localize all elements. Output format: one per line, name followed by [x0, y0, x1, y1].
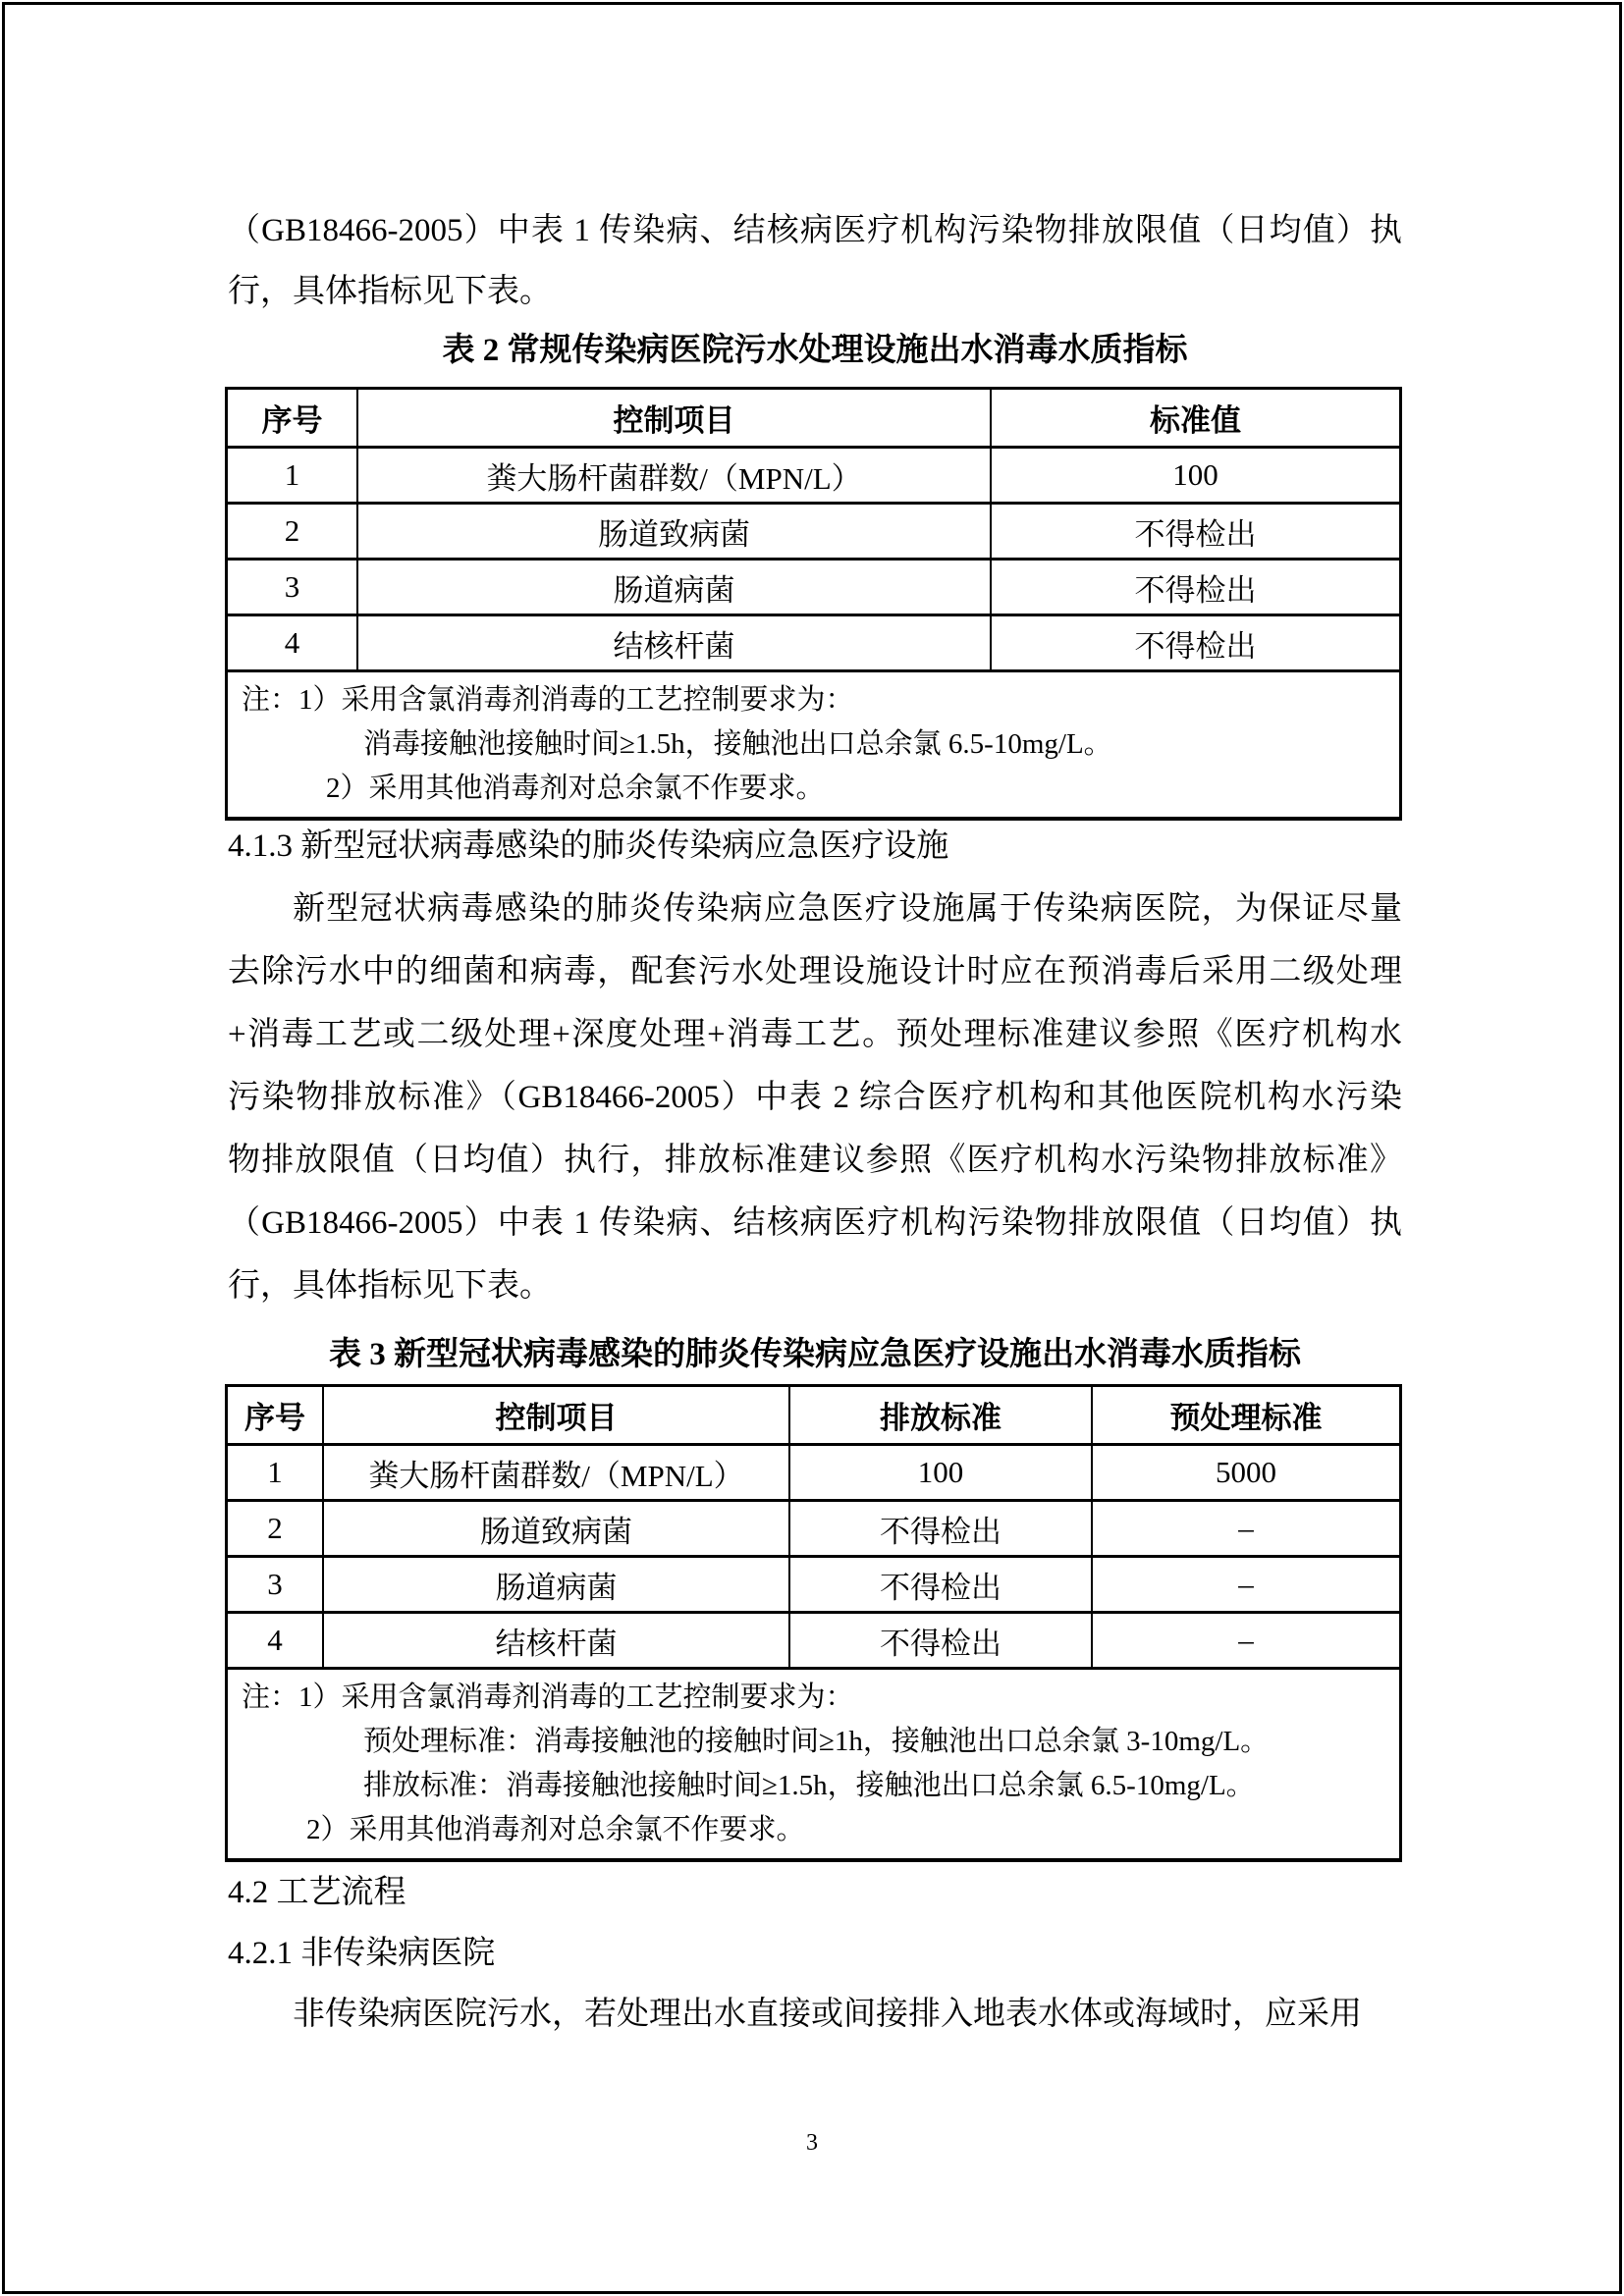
table3-row	[228, 1611, 1399, 1667]
table3-row	[228, 1443, 1399, 1499]
note-line: 注：1）采用含氯消毒剂消毒的工艺控制要求为：	[242, 1682, 854, 1713]
table2-cell: 100	[990, 449, 1399, 502]
table3-cell: 肠道病菌	[322, 1558, 788, 1611]
section-4-2-heading: 4.2 工艺流程	[228, 1875, 406, 1910]
page-number: 3	[806, 2130, 818, 2156]
paragraph-line: 去除污水中的细菌和病毒，配套污水处理设施设计时应在预消毒后采用二级处理	[228, 954, 1402, 989]
table3-note	[228, 1670, 1399, 1858]
table2-note	[228, 672, 1399, 817]
table2-row	[228, 502, 1399, 558]
table2-header-cell: 序号	[261, 403, 323, 438]
table3-cell: 5000	[1091, 1446, 1399, 1499]
table2-cell: 4	[284, 625, 300, 660]
section-4-1-3-heading: 4.1.3 新型冠状病毒感染的肺炎传染病应急医疗设施	[228, 828, 949, 864]
table3-cell: 100	[788, 1446, 1091, 1499]
note-line: 排放标准：消毒接触池接触时间≥1.5h，接触池出口总余氯 6.5-10mg/L。	[363, 1770, 1255, 1801]
table2-cell: 肠道病菌	[356, 561, 990, 614]
table2-cell: 不得检出	[990, 505, 1399, 558]
table2-title: 表 2 常规传染病医院污水处理设施出水消毒水质指标	[442, 333, 1188, 368]
paragraph-line: （GB18466-2005）中表 1 传染病、结核病医疗机构污染物排放限值（日均值）执	[228, 1205, 1402, 1241]
table3-cell: 结核杆菌	[322, 1614, 788, 1667]
table2-header-row	[228, 390, 1399, 446]
table2-row	[228, 614, 1399, 669]
table2-cell: 不得检出	[990, 561, 1399, 614]
table3-cell: 1	[267, 1455, 283, 1489]
note-line: 预处理标准：消毒接触池的接触时间≥1h，接触池出口总余氯 3-10mg/L。	[363, 1726, 1270, 1757]
table2-cell: 结核杆菌	[356, 616, 990, 669]
table2-header-cell: 控制项目	[356, 390, 990, 446]
table3-cell: 不得检出	[788, 1558, 1091, 1611]
note-line: 消毒接触池接触时间≥1.5h，接触池出口总余氯 6.5-10mg/L。	[363, 728, 1112, 760]
table2	[225, 387, 1402, 821]
table3-cell: 粪大肠杆菌群数/（MPN/L）	[322, 1446, 788, 1499]
paragraph-line: 物排放限值（日均值）执行，排放标准建议参照《医疗机构水污染物排放标准》	[228, 1143, 1402, 1178]
table3-cell: 肠道致病菌	[322, 1502, 788, 1555]
table3-cell: –	[1091, 1502, 1399, 1555]
table2-cell: 3	[284, 569, 300, 604]
section-4-1-3-paragraph	[228, 878, 1402, 1317]
table2-header-cell: 标准值	[990, 390, 1399, 446]
intro-line: （GB18466-2005）中表 1 传染病、结核病医疗机构污染物排放限值（日均值）执	[228, 213, 1402, 248]
table3	[225, 1384, 1402, 1862]
table3-cell: 2	[267, 1511, 283, 1545]
table2-cell: 1	[284, 457, 300, 492]
table3-header-cell: 控制项目	[322, 1387, 788, 1443]
table3-header-cell: 排放标准	[788, 1387, 1091, 1443]
table2-row	[228, 558, 1399, 614]
paragraph-line: 行，具体指标见下表。	[228, 1268, 552, 1304]
table3-cell: 不得检出	[788, 1614, 1091, 1667]
table3-cell: –	[1091, 1558, 1399, 1611]
table3-header-row	[228, 1387, 1399, 1443]
table3-header-cell: 预处理标准	[1091, 1387, 1399, 1443]
table3-row	[228, 1555, 1399, 1611]
table2-row	[228, 446, 1399, 502]
section-4-2-1-heading: 4.2.1 非传染病医院	[228, 1936, 496, 1971]
table3-cell: 不得检出	[788, 1502, 1091, 1555]
table3-cell: 3	[267, 1567, 283, 1601]
paragraph-line: +消毒工艺或二级处理+深度处理+消毒工艺。预处理标准建议参照《医疗机构水	[228, 1017, 1402, 1052]
table3-note-row	[228, 1667, 1399, 1858]
paragraph-line: 新型冠状病毒感染的肺炎传染病应急医疗设施属于传染病医院，为保证尽量	[293, 891, 1402, 927]
table3-header-cell: 序号	[244, 1401, 305, 1435]
table2-note-row	[228, 669, 1399, 817]
table2-cell: 肠道致病菌	[356, 505, 990, 558]
section-4-2-1-paragraph: 非传染病医院污水，若处理出水直接或间接排入地表水体或海域时，应采用	[293, 1997, 1362, 2032]
table3-title: 表 3 新型冠状病毒感染的肺炎传染病应急医疗设施出水消毒水质指标	[329, 1337, 1301, 1372]
intro-line: 行，具体指标见下表。	[228, 274, 552, 309]
table2-cell: 粪大肠杆菌群数/（MPN/L）	[356, 449, 990, 502]
table3-cell: 4	[267, 1623, 283, 1657]
table3-cell: –	[1091, 1614, 1399, 1667]
table2-cell: 2	[284, 513, 300, 548]
intro-paragraph	[228, 200, 1402, 322]
table2-cell: 不得检出	[990, 616, 1399, 669]
note-line: 注：1）采用含氯消毒剂消毒的工艺控制要求为：	[242, 684, 854, 716]
note-line: 2）采用其他消毒剂对总余氯不作要求。	[326, 773, 825, 804]
paragraph-line: 污染物排放标准》（GB18466-2005）中表 2 综合医疗机构和其他医院机构水污染	[228, 1080, 1402, 1115]
note-line: 2）采用其他消毒剂对总余氯不作要求。	[306, 1814, 805, 1845]
table3-row	[228, 1499, 1399, 1555]
